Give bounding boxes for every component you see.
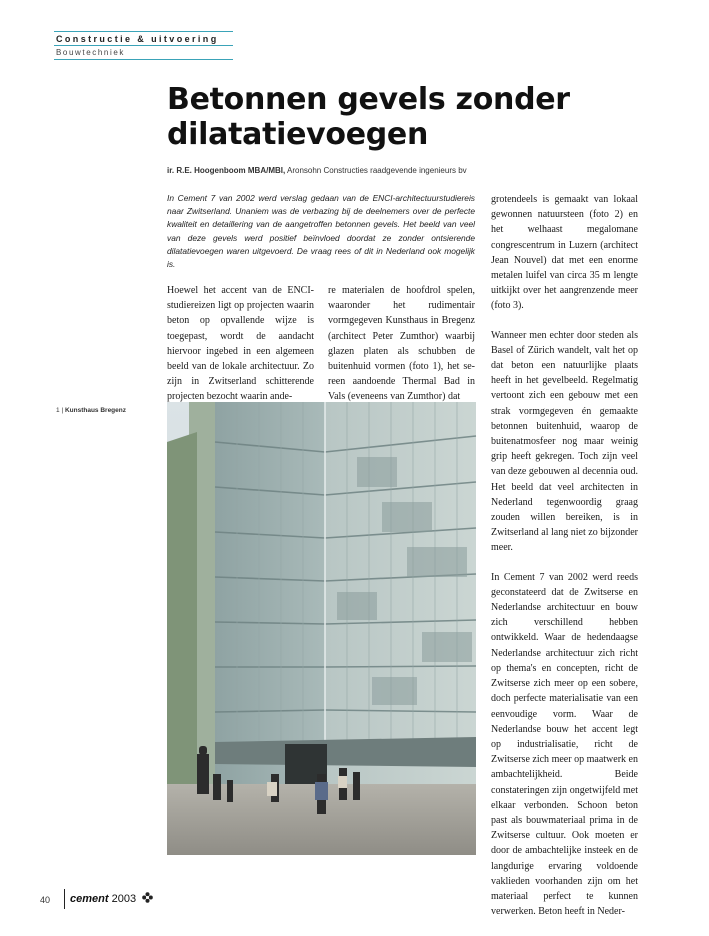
magazine-brand (70, 892, 153, 905)
body-paragraph: In Cement 7 van 2002 werd reeds geconstateerd dat de Zwitserse en Nederlandse architectuur en bouw zich verschillend hebben ontwikkeld. Waar de hedendaagse Nederlandse architectuur zich richt op thema's en concepten, richt de Zwitserse zich meer op een sobere, doch perfecte materialisatie van een eenvoudige vorm. Waar de Nederlandse bouw het accent legt op industrialisatie, richt de Zwitserse zich meer op maatwerk en ambachtelijkheid. Beide constateringen zijn ongetwijfeld met elkaar verbonden. Schoon beton past als bouwmateriaal prima in de Zwitserse cultuur. Ook moeten er door de ambachtelijke insteek en de langdurige ervaring voldoende vaklieden voorhanden zijn om het materiaal perfect te kunnen verwerken. Beton heeft in Neder- (491, 571, 638, 918)
subsection-label: Bouwtechniek (56, 48, 126, 57)
body-column-2: re materialen de hoofdrol spelen, waaronder het rudimentair vormgegeven Kunsthaus in Bregenz (architect Peter Zumthor) waarbij glazen platen als schubben de buitenhuid vormen (foto 1), het sereen aandoende Thermal Bad in Vals (eveneens van Zumthor) dat (328, 285, 475, 403)
header-rule-top (54, 31, 233, 32)
flower-logo-icon (142, 892, 153, 903)
header-rule-middle (54, 45, 233, 46)
footer-divider (64, 889, 65, 909)
photo-caption (56, 407, 126, 414)
building-photo (167, 402, 476, 855)
kunsthaus-illustration (167, 402, 476, 855)
header-rule-bottom (54, 59, 233, 60)
magazine-year: 2003 (111, 893, 137, 905)
article-title: Betonnen gevels zonder dilatatievoegen (167, 82, 570, 152)
lead-paragraph: In Cement 7 van 2002 werd verslag gedaan van de ENCI-architectuurstudiereis naar Zwitserland. Unaniem was de verbazing bij de deelnemers over de perfecte kwaliteit en detaillering van de aangetroffen betonnen gevels. Het beeld van veel van deze gevels werd positief beïnvloed doordat ze zonder ontsierende dilatatievoegen waren uitgevoerd. De vraag rees of dit in Nederland ook mogelijk is. (167, 193, 475, 270)
body-paragraph: Wanneer men echter door steden als Basel of Zürich wandelt, valt het op dat beton een natuurlijke plaats heeft in het gevelbeeld. Regelmatig vertoont zich een gebouw met een strak vormgegeven én gemaakte betonnen buitenhuid, waarop de buitenatmosfeer nog maar weinig grip heeft gekregen. Toch zijn veel van deze gebouwen al decennia oud. Het beeld dat veel architecten in Nederland tegenwoordig graag zouden willen bereiken, is in Zwitserland al lang niet zo bijzonder meer. (491, 329, 638, 554)
caption-separator: | (61, 407, 64, 414)
photo-number: 1 (56, 407, 60, 414)
body-column-3 (491, 192, 638, 933)
photo-caption-title: Kunsthaus Bregenz (64, 407, 126, 414)
section-label: Constructie & uitvoering (56, 34, 219, 44)
page-number: 40 (40, 895, 51, 905)
author-name: ir. R.E. Hoogenboom MBA/MBI, (167, 166, 286, 175)
body-paragraph: grotendeels is gemaakt van lokaal gewonnen natuursteen (foto 2) en het welhaast megalomane congrescentrum in Luzern (architect Jean Nouvel) dat met een enorme metalen luifel van circa 35 m lengte uitkijkt over het aangrenzende meer (foto 3). (491, 194, 638, 312)
author-affiliation: Aronsohn Constructies raadgevende ingenieurs bv (287, 166, 467, 175)
body-column-1: Hoewel het accent van de ENCI-studiereizen ligt op projecten waarin beton op opvallende wijze is toegepast, wordt de aandacht hiervoor ingebed in een algemeen beeld van de lokale architectuur. Zo zijn in Zwitserland schitterende projecten bezocht waarin ande- (167, 285, 314, 403)
magazine-name: cement (70, 893, 109, 905)
byline (167, 166, 647, 175)
